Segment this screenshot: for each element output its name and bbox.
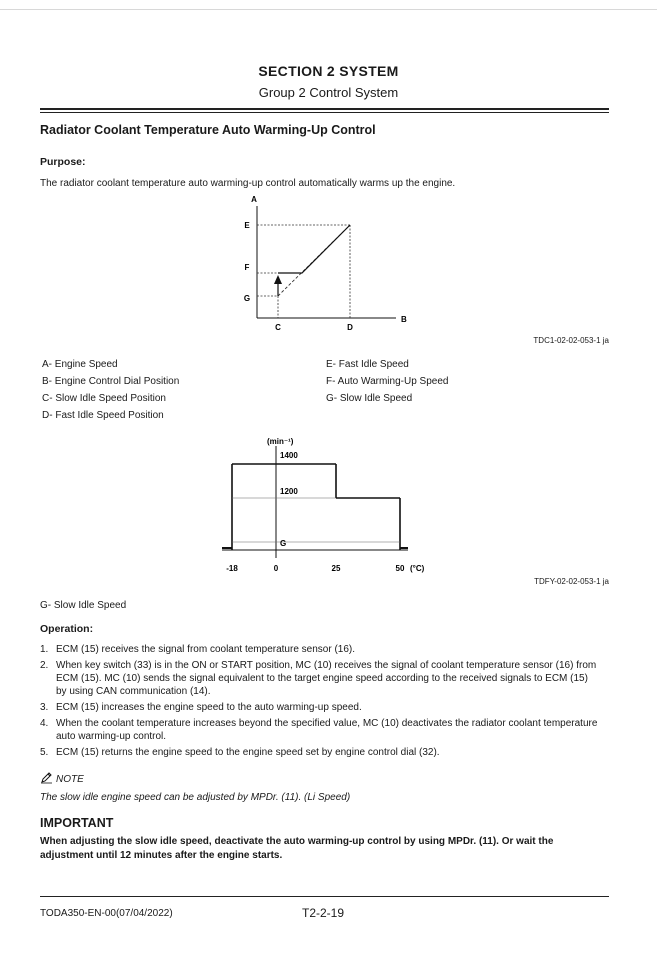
x-label-25: 25 <box>331 564 341 573</box>
x-label-50: 50 <box>395 564 405 573</box>
label-f: F <box>244 263 250 272</box>
important-text: When adjusting the slow idle speed, deactivate the auto warming-up control by using MPDr. (11). Or wait the adjustment until 12 minutes after the engine starts. <box>40 836 554 861</box>
list-item <box>40 643 600 656</box>
legend1-left <box>42 356 179 424</box>
legend-item: E- Fast Idle Speed <box>326 359 409 370</box>
item-text: ECM (15) increases the engine speed to the auto warming-up speed. <box>56 702 362 713</box>
legend-item: C- Slow Idle Speed Position <box>42 393 166 404</box>
footer-rule <box>40 896 609 897</box>
item-text: When key switch (33) is in the ON or START position, MC (10) receives the signal of coolant temperature sensor (16) from ECM (15). MC (10) sends the signal equivalent to the target engine speed according to the received signals to ECM (15) by using CAN communication (14). <box>56 660 597 697</box>
legend-item: D- Fast Idle Speed Position <box>42 410 164 421</box>
x-unit-label: (°C) <box>410 564 425 573</box>
axis-label-b: B <box>401 315 407 324</box>
note-header <box>40 772 84 785</box>
section-title: SECTION 2 SYSTEM <box>258 63 399 79</box>
pencil-icon <box>40 772 53 784</box>
label-d: D <box>347 323 353 332</box>
legend-item: F- Auto Warming-Up Speed <box>326 376 449 387</box>
warming-arrow-head <box>274 275 282 284</box>
top-border <box>0 9 657 10</box>
axis-label-a: A <box>251 195 257 204</box>
list-item <box>40 746 600 759</box>
item-text: ECM (15) returns the engine speed to the engine speed set by engine control dial (32). <box>56 747 440 758</box>
item-number: 3. <box>40 702 49 713</box>
idle-speed-graph <box>218 432 438 578</box>
legend-item: G- Slow Idle Speed <box>326 393 413 404</box>
legend1-right <box>326 356 448 407</box>
legend2: G- Slow Idle Speed <box>40 600 127 611</box>
item-number: 5. <box>40 747 49 758</box>
operation-label: Operation: <box>40 623 94 635</box>
legend-item: B- Engine Control Dial Position <box>42 376 180 387</box>
list-item <box>40 701 600 714</box>
label-c: C <box>275 323 281 332</box>
warming-up-line <box>278 225 350 273</box>
label-g: G <box>243 294 251 303</box>
note-label: NOTE <box>56 774 84 785</box>
page-heading: Radiator Coolant Temperature Auto Warming-Up Control <box>40 123 376 137</box>
note-text: The slow idle engine speed can be adjusted by MPDr. (11). (Li Speed) <box>40 792 351 803</box>
footer-doc-code: TODA350-EN-00(07/04/2022) <box>40 908 173 919</box>
y-unit-label: (min⁻¹) <box>267 437 294 446</box>
page-number: T2-2-19 <box>302 906 345 920</box>
x-label-minus18: -18 <box>226 564 238 573</box>
operation-list <box>40 643 600 762</box>
item-number: 4. <box>40 718 49 729</box>
item-number: 1. <box>40 644 49 655</box>
y-label-1400: 1400 <box>280 451 298 460</box>
x-label-0: 0 <box>273 564 279 573</box>
item-number: 2. <box>40 660 49 671</box>
list-item <box>40 659 600 698</box>
y-label-g: G <box>280 539 287 548</box>
group-title: Group 2 Control System <box>258 85 399 100</box>
figure1-code: TDC1-02-02-053-1 ja <box>533 336 609 345</box>
important-heading: IMPORTANT <box>40 816 114 830</box>
label-e: E <box>244 221 250 230</box>
purpose-text: The radiator coolant temperature auto warming-up control automatically warms up the engine. <box>40 178 456 189</box>
figure2-code: TDFY-02-02-053-1 ja <box>534 577 609 586</box>
legend-item: A- Engine Speed <box>42 359 118 370</box>
item-text: ECM (15) receives the signal from coolant temperature sensor (16). <box>56 644 356 655</box>
y-label-1200: 1200 <box>280 487 298 496</box>
warming-up-diagram <box>230 192 420 334</box>
header-rule-thin <box>40 112 609 113</box>
purpose-label: Purpose: <box>40 156 86 168</box>
item-text: When the coolant temperature increases beyond the specified value, MC (10) deactivates the radiator coolant temperature auto warming-up control. <box>56 718 598 742</box>
header-rule-thick <box>40 108 609 110</box>
list-item <box>40 717 600 743</box>
